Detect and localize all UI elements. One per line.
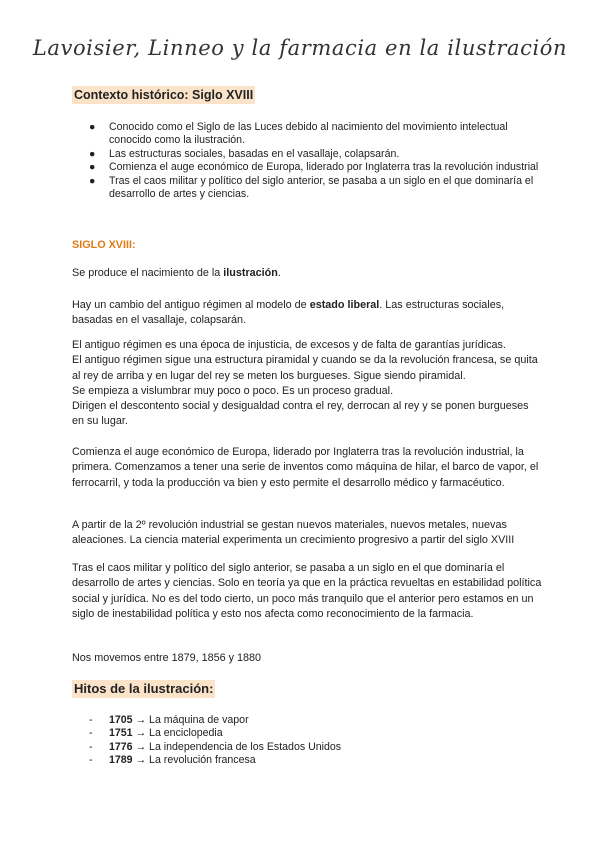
- paragraph-line: El antiguo régimen sigue una estructura piramidal y cuando se da la revolución francesa, se quita al rey de arriba y en lugar del rey se meten los burgueses. Sigue siendo piramidal.: [72, 354, 538, 382]
- dash-icon: -: [89, 740, 93, 753]
- hitos-heading: Hitos de la ilustración:: [74, 681, 214, 696]
- paragraph-text: . Las estructuras sociales, basadas en el vasallaje, colapsarán.: [72, 299, 505, 327]
- paragraph-caos-militar: Tras el caos militar y político del siglo anterior, se pasaba a un siglo en el que dominaría el desarrollo de artes y ciencias. Solo en teoría ya que en la práctica revueltas en estabilidad política social y jurídica. No es del todo cierto, un poco más tranquilo que el anterior pero estamos en un siglo de inestabilidad política y esto nos afecta como reconocimiento de la farmacia.: [72, 562, 542, 620]
- hito-text: → La máquina de vapor: [132, 714, 249, 726]
- paragraph-text: Hay un cambio del antiguo régimen al modelo de: [72, 299, 310, 311]
- paragraph-ilustracion: [72, 266, 542, 281]
- paragraph-fechas: Nos movemos entre 1879, 1856 y 1880: [72, 652, 262, 664]
- hito-year: 1776: [109, 740, 133, 753]
- bold-term: estado liberal: [309, 299, 380, 311]
- bold-term: ilustración: [223, 267, 278, 279]
- paragraph-auge-economico: Comienza el auge económico de Europa, liderado por Inglaterra tras la revolución industrial, la primera. Comenzamos a tener una serie de inventos como máquina de hilar, el barco de vapor, el ferrocarril, y toda la producción va bien y esto permite el desarrollo médico y farmacéutico.: [72, 446, 539, 489]
- bullet-text: Las estructuras sociales, basadas en el vasallaje, colapsarán.: [109, 147, 400, 160]
- paragraph-segunda-revolucion: A partir de la 2º revolución industrial se gestan nuevos materiales, nuevos metales, nuevas aleaciones. La ciencia material experimenta un crecimiento progresivo a partir del siglo XVIII: [72, 519, 515, 547]
- list-item: [72, 121, 552, 148]
- list-item: [72, 727, 542, 740]
- list-item: [72, 148, 552, 161]
- hito-text: → La independencia de los Estados Unidos: [132, 740, 342, 753]
- siglo-heading: SIGLO XVIII:: [72, 239, 136, 251]
- paragraph-text: .: [277, 267, 281, 279]
- paragraph-line: Dirigen el descontento social y desigualdad contra el rey, derrocan al rey y se ponen burgueses en su lugar.: [72, 400, 529, 428]
- bullet-text: Tras el caos militar y político del siglo anterior, se pasaba a un siglo en el que dominaría el desarrollo de artes y ciencias.: [109, 174, 534, 201]
- dash-icon: -: [89, 714, 93, 726]
- hito-year: 1705: [109, 714, 133, 726]
- list-item: [72, 714, 542, 727]
- paragraph-estado-liberal: [72, 298, 542, 329]
- hito-year: 1751: [109, 727, 133, 740]
- bullet-icon: ●: [89, 147, 96, 160]
- hitos-list: [72, 714, 542, 768]
- hito-text: → La enciclopedia: [132, 727, 223, 740]
- list-item: [72, 741, 542, 754]
- dash-icon: -: [89, 727, 93, 740]
- document-title: Lavoisier, Linneo y la farmacia en la ilustración: [32, 36, 568, 60]
- list-item: [72, 754, 542, 767]
- hito-year: 1789: [109, 754, 133, 767]
- paragraph-text: Se produce el nacimiento de la: [72, 267, 224, 279]
- contexto-bullet-list: [72, 121, 552, 201]
- paragraph-line: Se empieza a vislumbrar muy poco o poco. Es un proceso gradual.: [72, 384, 394, 397]
- hito-text: → La revolución francesa: [132, 754, 256, 767]
- list-item: [72, 175, 552, 202]
- bullet-text: Comienza el auge económico de Europa, liderado por Inglaterra tras la revolución industrial: [109, 161, 539, 174]
- paragraph-line: El antiguo régimen es una época de injusticia, de excesos y de falta de garantías jurídicas.: [72, 339, 506, 351]
- contexto-heading: Contexto histórico: Siglo XVIII: [74, 88, 254, 102]
- bullet-icon: ●: [89, 161, 96, 174]
- dash-icon: -: [89, 754, 93, 767]
- bullet-icon: ●: [89, 121, 96, 133]
- list-item: [72, 161, 552, 174]
- paragraph-antiguo-regimen: [72, 338, 542, 430]
- bullet-icon: ●: [89, 174, 96, 187]
- bullet-text: Conocido como el Siglo de las Luces debido al nacimiento del movimiento intelectual conocido como la ilustración.: [109, 121, 508, 147]
